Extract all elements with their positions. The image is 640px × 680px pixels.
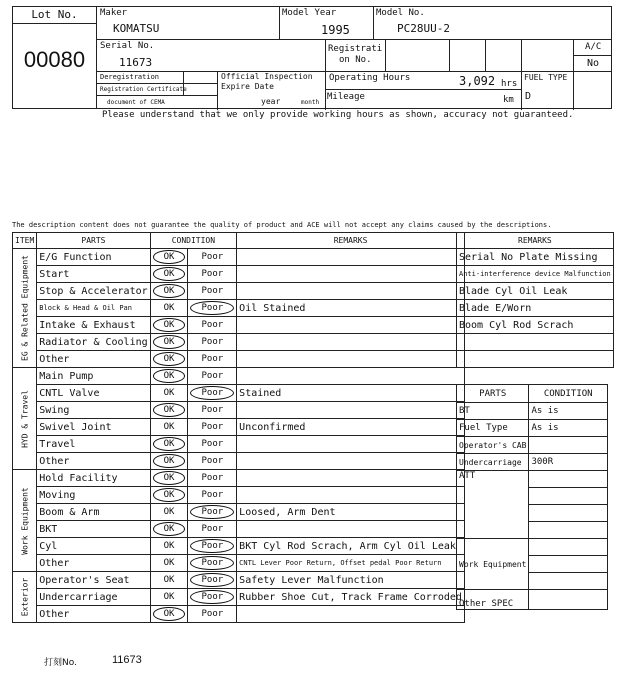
condition-poor-cell (188, 385, 237, 402)
registration-label-1: Registrati (328, 44, 383, 54)
condition-ok-mark: OK (163, 507, 175, 517)
lot-box (12, 6, 97, 109)
condition-ok-cell (150, 402, 188, 419)
operating-hours-value: 3,092 (459, 74, 496, 88)
remark-cell (237, 334, 465, 351)
condition-poor-mark: Poor (201, 405, 224, 415)
condition-ok-mark: OK (163, 422, 175, 432)
remark-cell: Rubber Shoe Cut, Track Frame Corroded (237, 589, 465, 606)
maker-label: Maker (100, 8, 128, 18)
condition-ok-cell (150, 470, 188, 487)
table-row (13, 606, 465, 623)
hours-notice: Please understand that we only provide working hours as shown, accuracy not guaranteed. (102, 110, 574, 120)
condition-ok-mark: OK (153, 437, 186, 451)
fuel-type-value: D (525, 91, 532, 102)
part-name: Operator's Seat (37, 572, 150, 589)
inspection-label-2: Expire Date (221, 82, 274, 91)
condition-ok-cell (150, 572, 188, 589)
parts-box-part: Other SPEC (457, 590, 529, 610)
table-row (13, 402, 465, 419)
table-row (13, 419, 465, 436)
remarks-box-title: REMARKS (457, 233, 614, 249)
serial-value: 11673 (119, 56, 153, 69)
condition-ok-cell (150, 385, 188, 402)
condition-ok-mark: OK (163, 303, 175, 313)
part-name: E/G Function (37, 249, 150, 266)
table-row (13, 351, 465, 368)
remark-cell: Loosed, Arm Dent (237, 504, 465, 521)
serial-label: Serial No. (100, 41, 155, 51)
km-unit: km (503, 95, 514, 105)
parts-box-col-parts: PARTS (457, 385, 529, 403)
condition-ok-mark: OK (153, 488, 186, 502)
condition-poor-cell (188, 436, 237, 453)
disclaimer: The description content does not guarantee the quality of product and ACE will not accept any claims caused by the descriptions. (12, 221, 552, 229)
condition-poor-cell (188, 368, 237, 385)
condition-poor-cell (188, 283, 237, 300)
condition-ok-cell (150, 266, 188, 283)
condition-ok-cell (150, 504, 188, 521)
parts-box-other-row (457, 590, 608, 610)
parts-box-work-row (457, 539, 608, 556)
condition-poor-mark: Poor (190, 556, 234, 570)
parts-box-part: Undercarriage (457, 454, 529, 471)
parts-box-att-row (457, 471, 608, 488)
remarks-row (457, 334, 614, 351)
condition-ok-mark: OK (153, 250, 186, 264)
condition-poor-cell (188, 402, 237, 419)
parts-box-row (457, 437, 608, 454)
condition-ok-mark: OK (163, 558, 175, 568)
remark-cell: Stained (237, 385, 465, 402)
condition-ok-cell (150, 589, 188, 606)
condition-ok-cell (150, 487, 188, 504)
condition-ok-cell (150, 521, 188, 538)
part-name: Cyl (37, 538, 150, 555)
parts-box-part: ATT (457, 471, 529, 539)
item-group-label: EG & Related Equipment (20, 255, 30, 361)
condition-poor-mark: Poor (201, 320, 224, 330)
table-row (13, 572, 465, 589)
condition-poor-mark: Poor (201, 490, 224, 500)
month-label: month (301, 99, 320, 106)
remark-cell: CNTL Lever Poor Return, Offset pedal Poor Return (237, 555, 465, 572)
parts-box-condition: As is (529, 403, 608, 420)
parts-box-row (457, 403, 608, 420)
table-row (13, 538, 465, 555)
condition-poor-mark: Poor (201, 609, 224, 619)
col-parts-header: PARTS (37, 233, 150, 249)
condition-ok-cell (150, 368, 188, 385)
condition-ok-cell (150, 300, 188, 317)
condition-poor-mark: Poor (190, 505, 234, 519)
condition-poor-mark: Poor (190, 573, 234, 587)
remarks-row (457, 351, 614, 368)
registration-certificate-label: Registration Certificate (100, 86, 187, 93)
table-row (13, 504, 465, 521)
condition-poor-mark: Poor (190, 386, 234, 400)
part-name: Other (37, 555, 150, 572)
parts-box-row (457, 454, 608, 471)
remarks-row (457, 266, 614, 283)
parts-box-condition (529, 488, 608, 505)
remarks-text: Blade Cyl Oil Leak (457, 283, 614, 300)
condition-ok-cell (150, 249, 188, 266)
table-row (13, 385, 465, 402)
condition-ok-cell (150, 453, 188, 470)
condition-ok-mark: OK (153, 335, 186, 349)
condition-poor-cell (188, 334, 237, 351)
condition-ok-mark: OK (163, 575, 175, 585)
condition-ok-cell (150, 419, 188, 436)
parts-box-condition (529, 590, 608, 610)
condition-poor-cell (188, 317, 237, 334)
remarks-text: Boom Cyl Rod Scrach (457, 317, 614, 334)
remark-cell (237, 436, 465, 453)
operating-hours-label: Operating Hours (329, 73, 411, 83)
parts-box-part: Work Equipment (457, 539, 529, 590)
ac-value: No (587, 58, 600, 69)
condition-poor-cell (188, 538, 237, 555)
fuel-type-label: FUEL TYPE (524, 73, 568, 82)
item-group-label: Work Equipment (20, 486, 30, 555)
condition-ok-mark: OK (153, 284, 186, 298)
remark-cell (237, 317, 465, 334)
remarks-text: Blade E/Worn (457, 300, 614, 317)
table-row (13, 283, 465, 300)
condition-poor-mark: Poor (201, 456, 224, 466)
condition-poor-cell (188, 589, 237, 606)
condition-ok-mark: OK (163, 541, 175, 551)
remarks-row (457, 283, 614, 300)
table-row (13, 521, 465, 538)
model-year-label: Model Year (282, 8, 337, 18)
stamp-label: 打刻No. (44, 658, 77, 668)
condition-poor-cell (188, 555, 237, 572)
parts-box-condition: 300R (529, 454, 608, 471)
remark-cell (237, 402, 465, 419)
condition-poor-cell (188, 300, 237, 317)
model-year-value: 1995 (321, 23, 350, 37)
remarks-row (457, 249, 614, 266)
parts-box-row (457, 420, 608, 437)
parts-box-condition (529, 437, 608, 454)
cema-document-label: document of CEMA (107, 99, 165, 106)
parts-box-part: BT (457, 403, 529, 420)
condition-poor-cell (188, 249, 237, 266)
col-item-header: ITEM (13, 233, 37, 249)
condition-poor-mark: Poor (201, 439, 224, 449)
item-group-cell (13, 368, 37, 470)
item-group-cell (13, 470, 37, 572)
remark-cell (237, 283, 465, 300)
parts-box-condition (529, 556, 608, 573)
col-remarks-header: REMARKS (237, 233, 465, 249)
remarks-text: Anti-interference device Malfunction (457, 266, 614, 283)
parts-box-condition (529, 522, 608, 539)
remark-cell (237, 521, 465, 538)
part-name: Radiator & Cooling (37, 334, 150, 351)
lot-number: 00080 (23, 47, 86, 72)
remarks-text (457, 334, 614, 351)
table-row (13, 470, 465, 487)
parts-box-condition (529, 471, 608, 488)
mileage-label: Mileage (327, 92, 365, 102)
condition-ok-cell (150, 555, 188, 572)
part-name: CNTL Valve (37, 385, 150, 402)
condition-poor-cell (188, 572, 237, 589)
condition-ok-mark: OK (163, 388, 175, 398)
condition-poor-mark: Poor (190, 539, 234, 553)
part-name: Other (37, 351, 150, 368)
condition-ok-mark: OK (153, 403, 186, 417)
condition-ok-cell (150, 538, 188, 555)
condition-poor-mark: Poor (201, 252, 224, 262)
table-row (13, 589, 465, 606)
part-name: Stop & Accelerator (37, 283, 150, 300)
item-group-label: Exterior (20, 577, 30, 617)
condition-poor-cell (188, 487, 237, 504)
condition-ok-mark: OK (153, 318, 186, 332)
part-name: Travel (37, 436, 150, 453)
part-name: Other (37, 453, 150, 470)
item-group-cell (13, 572, 37, 623)
condition-poor-cell (188, 606, 237, 623)
condition-ok-mark: OK (163, 592, 175, 602)
table-row (13, 249, 465, 266)
condition-poor-cell (188, 266, 237, 283)
part-name: Undercarriage (37, 589, 150, 606)
table-row (13, 436, 465, 453)
remarks-box (456, 232, 614, 368)
condition-poor-mark: Poor (201, 337, 224, 347)
table-row (13, 317, 465, 334)
remark-cell: BKT Cyl Rod Scrach, Arm Cyl Oil Leak (237, 538, 465, 555)
parts-box (456, 384, 608, 610)
condition-poor-mark: Poor (201, 422, 224, 432)
table-row (13, 555, 465, 572)
condition-ok-mark: OK (153, 471, 186, 485)
lot-label: Lot No. (13, 7, 96, 24)
part-name: BKT (37, 521, 150, 538)
condition-ok-cell (150, 334, 188, 351)
inspection-table (12, 232, 465, 623)
condition-ok-cell (150, 606, 188, 623)
part-name: Moving (37, 487, 150, 504)
remark-cell (237, 453, 465, 470)
parts-box-part: Operator's CAB (457, 437, 529, 454)
condition-ok-cell (150, 436, 188, 453)
remark-cell (237, 487, 465, 504)
remarks-row (457, 317, 614, 334)
parts-box-condition (529, 573, 608, 590)
condition-ok-mark: OK (153, 369, 186, 383)
condition-poor-mark: Poor (201, 269, 224, 279)
condition-ok-cell (150, 317, 188, 334)
part-name: Block & Head & Oil Pan (37, 300, 150, 317)
table-row (13, 368, 465, 385)
table-row (13, 453, 465, 470)
maker-value: KOMATSU (113, 22, 160, 35)
table-row (13, 334, 465, 351)
condition-ok-cell (150, 351, 188, 368)
parts-box-condition (529, 539, 608, 556)
part-name: Start (37, 266, 150, 283)
part-name: Swivel Joint (37, 419, 150, 436)
parts-box-condition: As is (529, 420, 608, 437)
condition-poor-mark: Poor (201, 354, 224, 364)
remark-cell (237, 470, 465, 487)
remark-cell: Safety Lever Malfunction (237, 572, 465, 589)
table-row (13, 300, 465, 317)
condition-ok-mark: OK (153, 352, 186, 366)
condition-poor-cell (188, 504, 237, 521)
year-label: year (261, 97, 281, 106)
registration-label-2: on No. (339, 55, 372, 65)
remark-cell: Oil Stained (237, 300, 465, 317)
remark-cell (237, 266, 465, 283)
condition-poor-cell (188, 470, 237, 487)
part-name: Hold Facility (37, 470, 150, 487)
condition-ok-cell (150, 283, 188, 300)
remarks-text (457, 351, 614, 368)
remark-cell (237, 351, 465, 368)
condition-poor-mark: Poor (201, 286, 224, 296)
condition-poor-cell (188, 419, 237, 436)
remarks-row (457, 300, 614, 317)
condition-poor-mark: Poor (201, 371, 224, 381)
model-no-label: Model No. (376, 8, 425, 18)
col-condition-header: CONDITION (150, 233, 237, 249)
part-name: Main Pump (37, 368, 150, 385)
item-group-label: HYD & Travel (20, 389, 30, 448)
part-name: Boom & Arm (37, 504, 150, 521)
stamp-value: 11673 (112, 654, 142, 666)
remark-cell (237, 249, 465, 266)
item-group-cell (13, 249, 37, 368)
condition-poor-cell (188, 453, 237, 470)
condition-ok-mark: OK (153, 454, 186, 468)
remark-cell (237, 606, 465, 623)
condition-poor-cell (188, 521, 237, 538)
condition-ok-mark: OK (153, 607, 186, 621)
condition-ok-mark: OK (153, 267, 186, 281)
part-name: Swing (37, 402, 150, 419)
part-name: Other (37, 606, 150, 623)
remark-cell: Unconfirmed (237, 419, 465, 436)
model-no-value: PC28UU-2 (397, 22, 450, 35)
hrs-unit: hrs (501, 79, 518, 89)
table-row (13, 487, 465, 504)
table-row (13, 266, 465, 283)
condition-poor-mark: Poor (190, 590, 234, 604)
header-grid (96, 6, 612, 109)
condition-poor-cell (188, 351, 237, 368)
inspection-label-1: Official Inspection (221, 72, 313, 81)
parts-box-condition (529, 505, 608, 522)
remarks-text: Serial No Plate Missing (457, 249, 614, 266)
parts-box-part: Fuel Type (457, 420, 529, 437)
parts-box-col-condition: CONDITION (529, 385, 608, 403)
part-name: Intake & Exhaust (37, 317, 150, 334)
ac-label: A/C (585, 42, 602, 52)
condition-ok-mark: OK (153, 522, 186, 536)
condition-poor-mark: Poor (201, 473, 224, 483)
condition-poor-mark: Poor (201, 524, 224, 534)
deregistration-label: Deregistration (100, 73, 160, 81)
remark-cell (237, 368, 465, 385)
condition-poor-mark: Poor (190, 301, 234, 315)
